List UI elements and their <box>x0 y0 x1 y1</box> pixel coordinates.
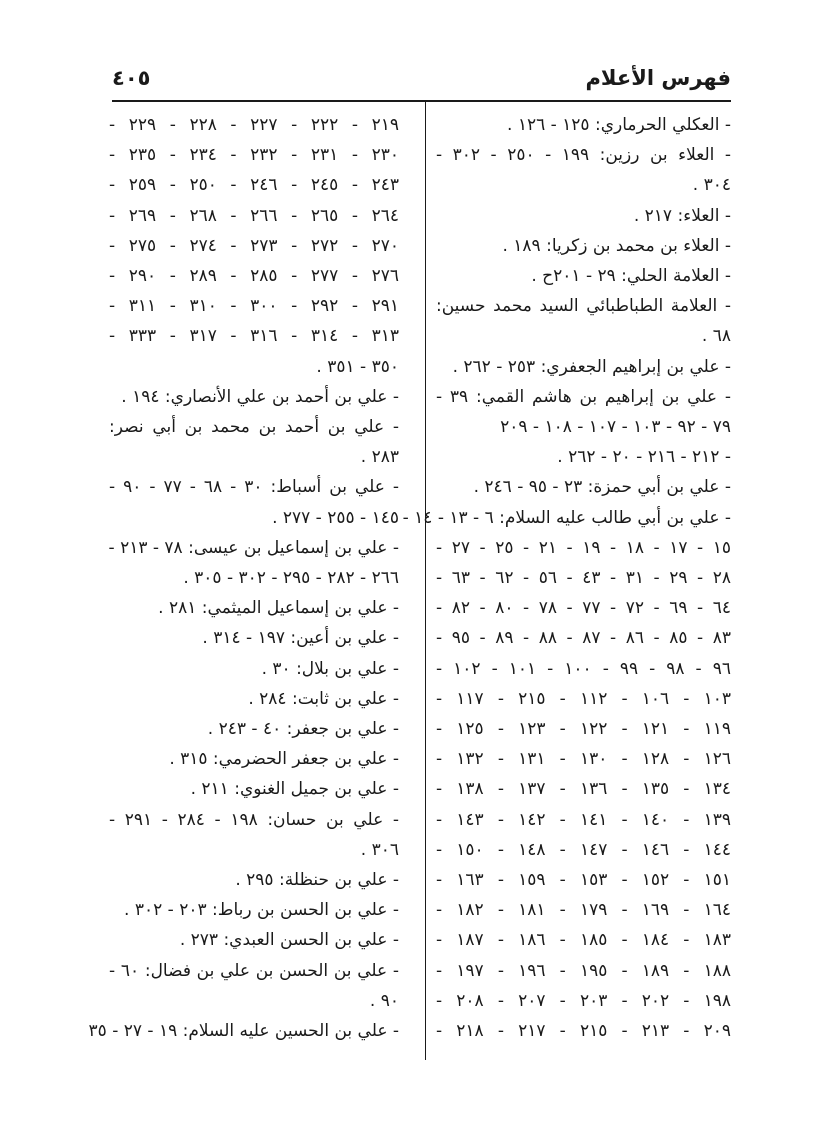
index-line: - علي بن جعفر الحضرمي: ٣١٥ . <box>169 749 399 770</box>
index-line: ١٥ - ١٧ - ١٨ - ١٩ - ٢١ - ٢٥ - ٢٧ - <box>436 537 731 558</box>
index-line: ٣٠٦ . <box>360 839 399 860</box>
index-line: ٢٧٠ - ٢٧٢ - ٢٧٣ - ٢٧٤ - ٢٧٥ - <box>109 235 399 256</box>
index-line: ٢٦٦ - ٢٨٢ - ٢٩٥ - ٣٠٢ - ٣٠٥ . <box>183 568 399 589</box>
column-divider <box>425 100 426 1060</box>
index-line: - العلاء: ٢١٧ . <box>633 205 731 226</box>
index-line: ٢٤٣ - ٢٤٥ - ٢٤٦ - ٢٥٠ - ٢٥٩ - <box>109 175 399 196</box>
index-line: ٦٨ . <box>701 326 731 347</box>
index-line: ١٤٤ - ١٤٦ - ١٤٧ - ١٤٨ - ١٥٠ - <box>436 839 731 860</box>
index-line: ٨٣ - ٨٥ - ٨٦ - ٨٧ - ٨٨ - ٨٩ - ٩٥ - <box>436 628 731 649</box>
index-line: - علي بن الحسن العبدي: ٢٧٣ . <box>179 930 399 951</box>
index-line: - العكلي الحرماري: ١٢٥ - ١٢٦ . <box>507 115 731 135</box>
index-line: ٢٠٩ - ٢١٣ - ٢١٥ - ٢١٧ - ٢١٨ - <box>436 1021 731 1042</box>
index-line: ٦٤ - ٦٩ - ٧٢ - ٧٧ - ٧٨ - ٨٠ - ٨٢ - <box>436 598 731 619</box>
index-line: - علي بن أحمد بن محمد بن أبي نصر: <box>109 417 399 438</box>
index-line: - علي بن جعفر: ٤٠ - ٢٤٣ . <box>207 719 399 740</box>
index-line: - علي بن بلال: ٣٠ . <box>261 658 399 679</box>
index-line: ١٥١ - ١٥٢ - ١٥٣ - ١٥٩ - ١٦٣ - <box>436 870 731 891</box>
index-line: - العلامة الحلي: ٢٩ - ٢٠١ح . <box>531 266 731 287</box>
index-line: ١٨٣ - ١٨٤ - ١٨٥ - ١٨٦ - ١٨٧ - <box>436 930 731 951</box>
index-line: - علي بن أبي حمزة: ٢٣ - ٩٥ - ٢٤٦ . <box>473 477 731 498</box>
page-header <box>112 58 731 98</box>
index-line: ١٣٤ - ١٣٥ - ١٣٦ - ١٣٧ - ١٣٨ - <box>436 779 731 800</box>
index-column-right <box>402 110 731 1046</box>
index-line: ٣١٣ - ٣١٤ - ٣١٦ - ٣١٧ - ٣٣٣ - <box>109 326 399 347</box>
index-line: - علي بن إسماعيل الميثمي: ٢٨١ . <box>158 598 399 619</box>
index-line: - علي بن الحسن بن رباط: ٢٠٣ - ٣٠٢ . <box>124 900 399 921</box>
index-line: ٩٠ . <box>369 990 399 1011</box>
index-line: - علي بن الحسن بن علي بن فضال: ٦٠ - <box>109 960 399 981</box>
index-line: - علي بن الحسين عليه السلام: ١٩ - ٢٧ - ٣٥ <box>88 1021 399 1042</box>
index-line: ١١٩ - ١٢١ - ١٢٢ - ١٢٣ - ١٢٥ - <box>436 719 731 740</box>
index-line: ٣٠٤ . <box>692 175 731 196</box>
index-line: - علي بن إسماعيل بن عيسى: ٧٨ - ٢١٣ - <box>108 537 399 558</box>
index-line: - علي بن أعين: ١٩٧ - ٣١٤ . <box>202 628 399 649</box>
index-line: ٩٦ - ٩٨ - ٩٩ - ١٠٠ - ١٠١ - ١٠٢ - <box>436 658 731 679</box>
index-line: ٢٦٤ - ٢٦٥ - ٢٦٦ - ٢٦٨ - ٢٦٩ - <box>109 205 399 226</box>
index-line: ٢٩١ - ٢٩٢ - ٣٠٠ - ٣١٠ - ٣١١ - <box>109 296 399 317</box>
index-line: ١٨٨ - ١٨٩ - ١٩٥ - ١٩٦ - ١٩٧ - <box>436 960 731 981</box>
index-line: - علي بن ثابت: ٢٨٤ . <box>248 688 399 709</box>
page-number: ٤٠٥ <box>112 66 151 90</box>
index-line: ١٠٣ - ١٠٦ - ١١٢ - ٢١٥ - ١١٧ - <box>436 688 731 709</box>
index-line: - ٢١٢ - ٢١٦ - ٢٠ - ٢٦٢ . <box>557 447 731 468</box>
index-line: - العلامة الطباطبائي السيد محمد حسين: <box>436 296 731 317</box>
index-line: ٢٨ - ٢٩ - ٣١ - ٤٣ - ٥٦ - ٦٢ - ٦٣ - <box>436 568 731 589</box>
index-line: - العلاء بن محمد بن زكريا: ١٨٩ . <box>502 235 731 256</box>
index-line: - العلاء بن رزين: ١٩٩ - ٢٥٠ - ٣٠٢ - <box>436 145 731 166</box>
index-line: - علي بن أبي طالب عليه السلام: ٦ - ١٣ - ١٤ - <box>402 507 731 528</box>
index-line: ١٣٩ - ١٤٠ - ١٤١ - ١٤٢ - ١٤٣ - <box>436 809 731 830</box>
index-line: ١٢٦ - ١٢٨ - ١٣٠ - ١٣١ - ١٣٢ - <box>436 749 731 770</box>
index-line: - علي بن جميل الغنوي: ٢١١ . <box>190 779 399 800</box>
index-line: - علي بن أحمد بن علي الأنصاري: ١٩٤ . <box>121 386 399 407</box>
index-line: ١٦٤ - ١٦٩ - ١٧٩ - ١٨١ - ١٨٢ - <box>436 900 731 921</box>
index-line: ٢١٩ - ٢٢٢ - ٢٢٧ - ٢٢٨ - ٢٢٩ - <box>109 115 399 135</box>
index-column-left <box>88 110 399 1046</box>
index-line: - علي بن أسباط: ٣٠ - ٦٨ - ٧٧ - ٩٠ - <box>109 477 399 498</box>
header-rule <box>112 100 731 102</box>
index-line: - علي بن إبراهيم بن هاشم القمي: ٣٩ - <box>436 386 731 407</box>
index-line: - علي بن حنظلة: ٢٩٥ . <box>235 870 399 891</box>
index-line: - علي بن إبراهيم الجعفري: ٢٥٣ - ٢٦٢ . <box>452 356 731 377</box>
index-line: ٧٩ - ٩٢ - ١٠٣ - ١٠٧ - ١٠٨ - ٢٠٩ <box>500 417 731 438</box>
index-line: ٢٣٠ - ٢٣١ - ٢٣٢ - ٢٣٤ - ٢٣٥ - <box>109 145 399 166</box>
index-line: ٢٧٦ - ٢٧٧ - ٢٨٥ - ٢٨٩ - ٢٩٠ - <box>109 266 399 287</box>
running-title: فهرس الأعلام <box>585 66 731 90</box>
index-line: ١٩٨ - ٢٠٢ - ٢٠٣ - ٢٠٧ - ٢٠٨ - <box>436 990 731 1011</box>
index-line: - علي بن حسان: ١٩٨ - ٢٨٤ - ٢٩١ - <box>109 809 399 830</box>
index-line: ٣٥٠ - ٣٥١ . <box>316 356 399 377</box>
index-line: ٢٨٣ . <box>360 447 399 468</box>
index-line: ١٤٥ - ٢٥٥ - ٢٧٧ . <box>272 507 399 528</box>
